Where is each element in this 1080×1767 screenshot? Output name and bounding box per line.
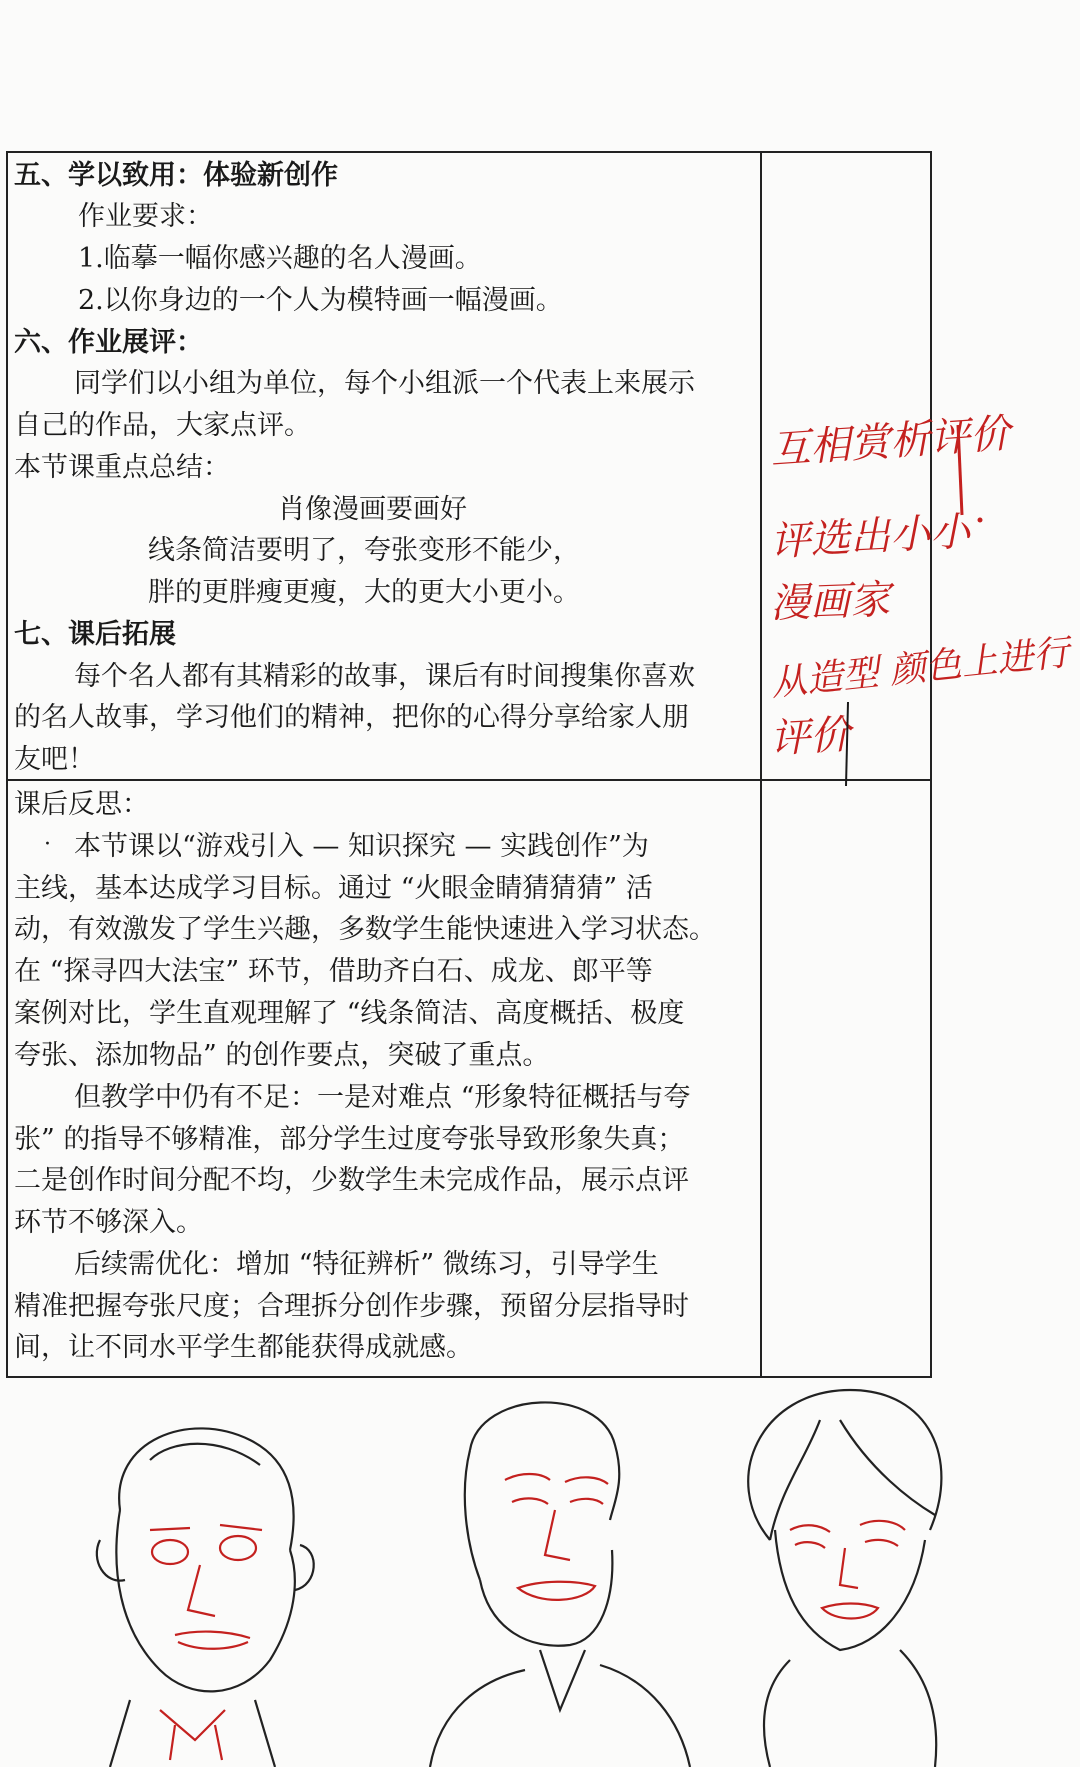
reflection-line: 本节课以“游戏引入 — 知识探究 — 实践创作”为 (74, 831, 649, 862)
handwritten-note: 评选出小小 (769, 508, 972, 566)
reflection-title: 课后反思： (14, 789, 149, 820)
section7-line: 的名人故事，学习他们的精神，把你的心得分享给家人朋 (14, 702, 689, 733)
reflection-line: 案例对比，学生直观理解了 “线条简洁、高度概括、极度 (14, 998, 685, 1029)
reflection-line: 夸张、添加物品” 的创作要点，突破了重点。 (14, 1040, 550, 1071)
pen-stroke-mark (950, 420, 990, 530)
handwritten-note: 评价 (769, 711, 852, 763)
bullet-mark: · (44, 832, 51, 857)
caricature-face-3 (748, 1390, 941, 1767)
caricature-face-1 (97, 1428, 314, 1767)
section6-title: 六、作业展评： (14, 327, 203, 358)
section7-line: 每个名人都有其精彩的故事，课后有时间搜集你喜欢 (74, 661, 695, 692)
reflection-line: 主线，基本达成学习目标。通过 “火眼金睛猜猜猜” 活 (14, 873, 653, 904)
homework-item: 2.以你身边的一个人为模特画一幅漫画。 (78, 285, 563, 316)
poem-line: 胖的更胖瘦更瘦，大的更大小更小。 (148, 577, 580, 608)
reflection-line: 精准把握夸张尺度；合理拆分创作步骤，预留分层指导时 (14, 1291, 689, 1322)
handwritten-note: 互相赏析评价 (768, 410, 1012, 474)
homework-item: 1.临摹一幅你感兴趣的名人漫画。 (78, 243, 482, 274)
column-divider (760, 153, 762, 1376)
poem-line: 肖像漫画要画好 (278, 494, 467, 525)
handwritten-note: 漫画家 (769, 576, 891, 628)
caricature-sketches (0, 1380, 1080, 1767)
section6-line: 自己的作品，大家点评。 (14, 410, 311, 441)
reflection-line: 但教学中仍有不足：一是对难点 “形象特征概括与夸 (74, 1082, 691, 1113)
reflection-line: 在 “探寻四大法宝” 环节，借助齐白石、成龙、郎平等 (14, 956, 653, 987)
section7-title: 七、课后拓展 (14, 619, 176, 650)
section5-title: 五、学以致用：体验新创作 (14, 160, 338, 191)
summary-label: 本节课重点总结： (14, 452, 230, 483)
poem-line: 线条简洁要明了，夸张变形不能少， (148, 535, 580, 566)
caricature-face-2 (430, 1402, 690, 1767)
reflection-line: 动，有效激发了学生兴趣，多数学生能快速进入学习状态。 (14, 914, 716, 945)
reflection-line: 二是创作时间分配不均，少数学生未完成作品，展示点评 (14, 1165, 689, 1196)
handwritten-note: 从造型 颜色上进行 (768, 632, 1072, 705)
reflection-line: 后续需优化：增加 “特征辨析” 微练习，引导学生 (74, 1249, 659, 1280)
section6-line: 同学们以小组为单位，每个小组派一个代表上来展示 (74, 368, 695, 399)
reflection-line: 环节不够深入。 (14, 1207, 203, 1238)
pen-stroke-mark (838, 700, 858, 790)
section7-line: 友吧！ (14, 744, 95, 775)
reflection-line: 间，让不同水平学生都能获得成就感。 (14, 1332, 473, 1363)
reflection-line: 张” 的指导不够精准，部分学生过度夸张导致形象失真； (14, 1124, 685, 1155)
homework-label: 作业要求： (78, 201, 213, 232)
row-divider (8, 779, 930, 781)
